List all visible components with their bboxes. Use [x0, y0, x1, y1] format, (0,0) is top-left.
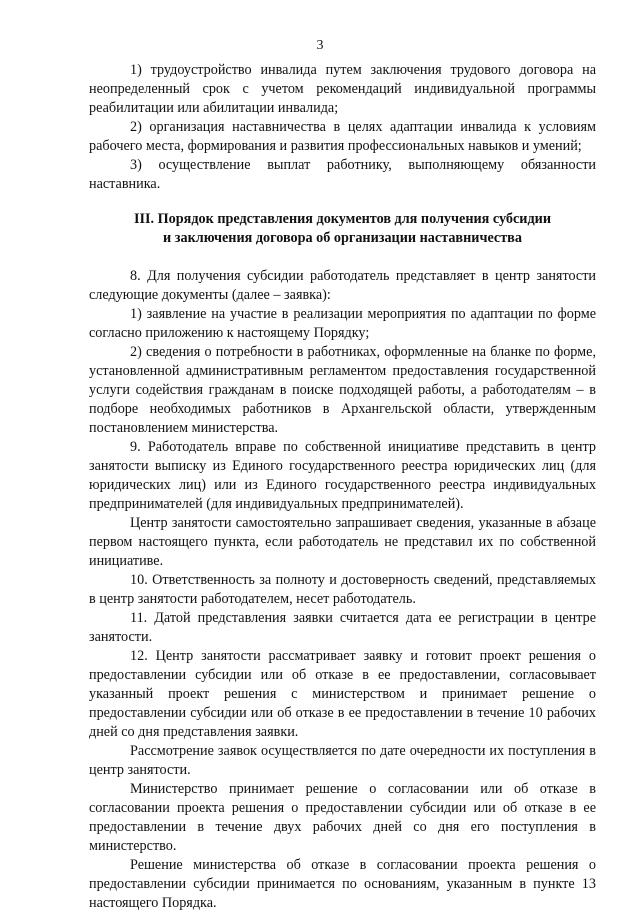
paragraph-12-refusal: Решение министерства об отказе в согласовании проекта решения о предоставлении субсидии принимается по основаниям, указанным в пункте 13 настоящего Порядка.	[89, 857, 596, 911]
paragraph-10: 10. Ответственность за полноту и достоверность сведений, представляемых в центр занятости работодателем, несет работодатель.	[89, 572, 596, 607]
paragraph-item-2: 2) организация наставничества в целях адаптации инвалида к условиям рабочего места, формирования и развития профессиональных навыков и умений;	[89, 119, 596, 154]
section-heading-line-1: III. Порядок представления документов для получения субсидии	[133, 211, 552, 227]
section-heading	[89, 210, 596, 248]
section-heading-line-2: и заключения договора об организации наставничества	[163, 230, 522, 246]
paragraph-9: 9. Работодатель вправе по собственной инициативе представить в центр занятости выписку из Единого государственного реестра юридических лиц (для юридических лиц) или из Единого государственного реестра индивидуальных предпринимателей (для индивидуальных предпринимателей).	[89, 439, 596, 512]
paragraph-item-1: 1) трудоустройство инвалида путем заключения трудового договора на неопределенный срок с учетом рекомендаций индивидуальной программы реабилитации или абилитации инвалида;	[89, 62, 596, 116]
paragraph-12-ministry: Министерство принимает решение о согласовании или об отказе в согласовании проекта решения о предоставлении субсидии или об отказе в ее предоставлении в течение двух рабочих дней со дня его поступления в министерство.	[89, 781, 596, 854]
paragraph-item-3: 3) осуществление выплат работнику, выполняющему обязанности наставника.	[89, 157, 596, 192]
paragraph-12: 12. Центр занятости рассматривает заявку и готовит проект решения о предоставлении субсидии или об отказе в ее предоставлении, согласовывает указанный проект решения с министерством и принимает решение о предоставлении субсидии или об отказе в ее предоставлении в течение 10 рабочих дней со дня представления заявки.	[89, 648, 596, 740]
paragraph-9-note: Центр занятости самостоятельно запрашивает сведения, указанные в абзаце первом настоящего пункта, если работодатель не представил их по собственной инициативе.	[89, 515, 596, 569]
paragraph-8: 8. Для получения субсидии работодатель представляет в центр занятости следующие документы (далее – заявка):	[89, 268, 596, 303]
paragraph-8-item-1: 1) заявление на участие в реализации мероприятия по адаптации по форме согласно приложению к настоящему Порядку;	[89, 306, 596, 341]
paragraph-11: 11. Датой представления заявки считается дата ее регистрации в центре занятости.	[89, 610, 596, 645]
paragraph-8-item-2: 2) сведения о потребности в работниках, оформленные на бланке по форме, установленной административным регламентом предоставления государственной услуги содействия гражданам в поиске подходящей работы, а работодателям – в подборе необходимых работников в Архангельской области, утвержденным постановлением министерства.	[89, 344, 596, 436]
paragraph-12-review: Рассмотрение заявок осуществляется по дате очередности их поступления в центр занятости.	[89, 743, 596, 778]
page-number: 3	[316, 38, 324, 53]
document-body	[89, 61, 596, 913]
